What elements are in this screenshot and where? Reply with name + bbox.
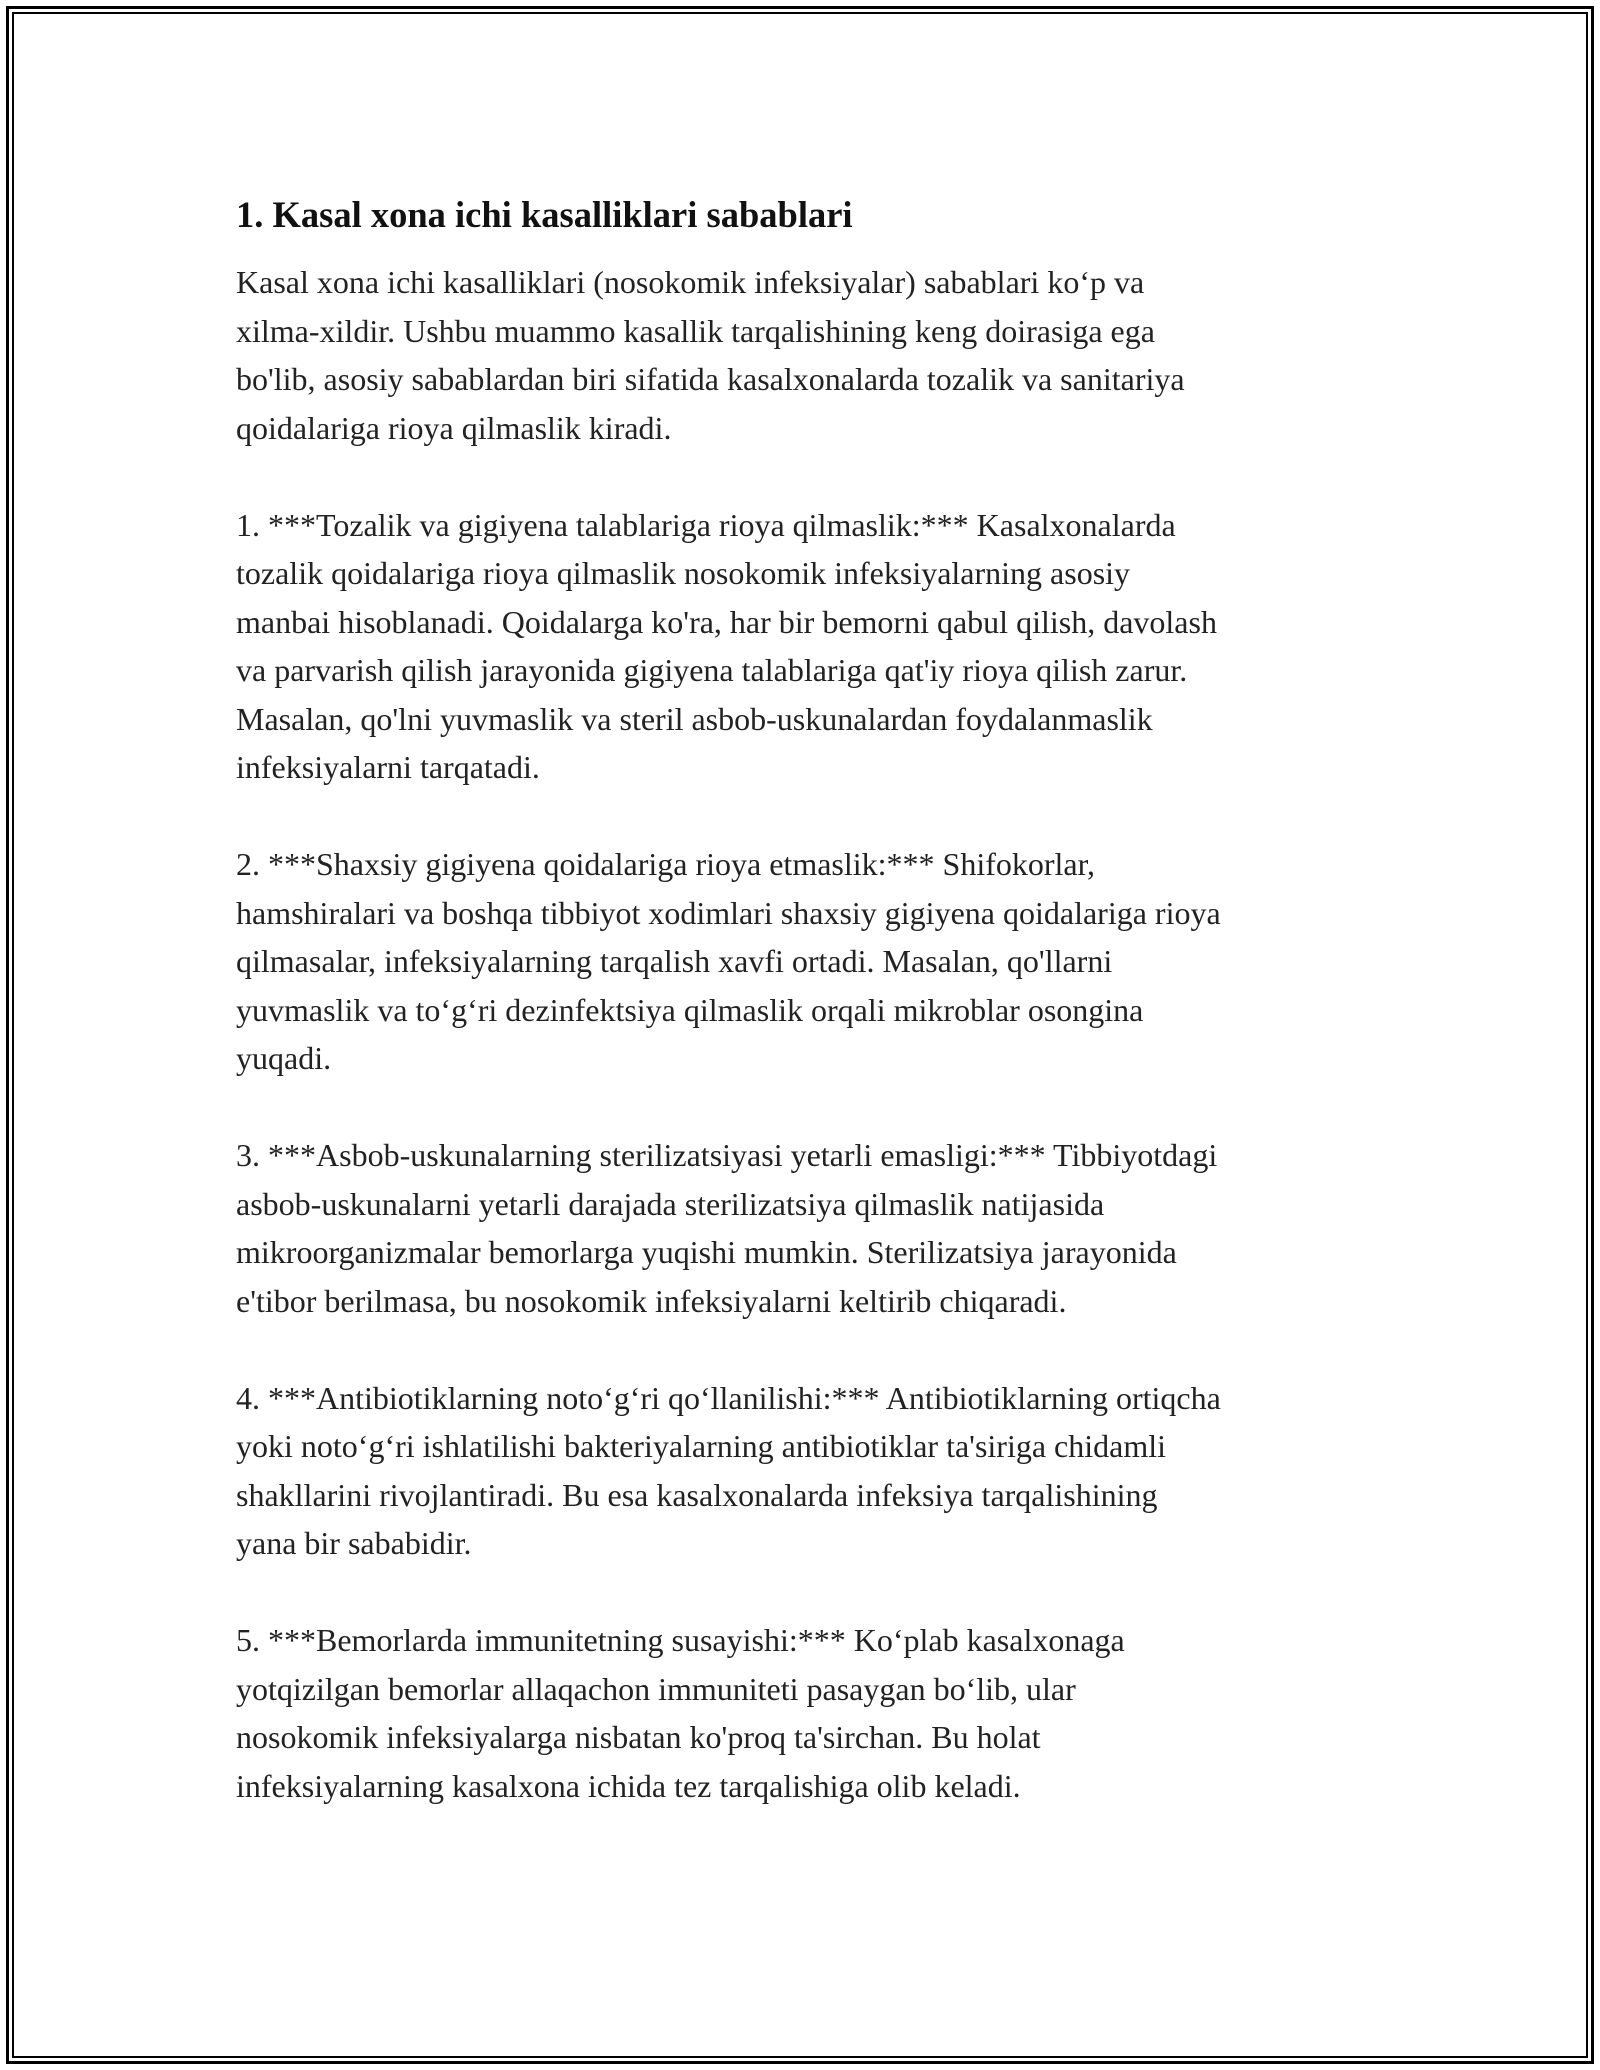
paragraph-line: bo'lib, asosiy sabablardan biri sifatida kasalxonalarda tozalik va sanitariya <box>236 361 1185 397</box>
paragraph-line: 1. ***Tozalik va gigiyena talablariga rioya qilmaslik:*** Kasalxonalarda <box>236 506 1176 543</box>
paragraph-line: yuvmaslik va to‘g‘ri dezinfektsiya qilmaslik orqali mikroblar osongina <box>236 991 1144 1028</box>
paragraph-line: infeksiyalarni tarqatadi. <box>236 749 540 785</box>
paragraph-line: xilma-xildir. Ushbu muammo kasallik tarqalishining keng doirasiga ega <box>236 312 1155 349</box>
numbered-paragraph-3 <box>236 1131 1386 1325</box>
paragraph-line: Masalan, qo'lni yuvmaslik va steril asbob-uskunalardan foydalanmaslik <box>236 700 1153 737</box>
paragraph-line: hamshiralari va boshqa tibbiyot xodimlari shaxsiy gigiyena qoidalariga rioya <box>236 894 1221 931</box>
paragraph-line: va parvarish qilish jarayonida gigiyena talablariga qat'iy rioya qilish zarur. <box>236 652 1188 688</box>
paragraph-line: yotqizilgan bemorlar allaqachon immuniteti pasaygan bo‘lib, ular <box>236 1670 1076 1707</box>
paragraph-line: tozalik qoidalariga rioya qilmaslik nosokomik infeksiyalarning asosiy <box>236 555 1131 591</box>
paragraph-line: qoidalariga rioya qilmaslik kiradi. <box>236 409 672 446</box>
paragraph-line: yuqadi. <box>236 1040 332 1076</box>
paragraph-line: 4. ***Antibiotiklarning noto‘g‘ri qo‘llanilishi:*** Antibiotiklarning ortiqcha <box>236 1379 1221 1416</box>
paragraph-line: asbob-uskunalarni yetarli darajada sterilizatsiya qilmaslik natijasida <box>236 1185 1105 1222</box>
numbered-paragraph-1 <box>236 501 1386 792</box>
section-heading: 1. Kasal xona ichi kasalliklari sabablari <box>236 194 853 235</box>
paragraph-line: yoki noto‘g‘ri ishlatilishi bakteriyalarning antibiotiklar ta'siriga chidamli <box>236 1428 1166 1464</box>
intro-paragraph <box>236 258 1386 452</box>
paragraph-line: Kasal xona ichi kasalliklari (nosokomik infeksiyalar) sabablari ko‘p va <box>236 264 1145 300</box>
paragraph-line: e'tibor berilmasa, bu nosokomik infeksiyalarni keltirib chiqaradi. <box>236 1282 1067 1319</box>
paragraph-line: 5. ***Bemorlarda immunitetning susayishi:*** Ko‘plab kasalxonaga <box>236 1622 1125 1658</box>
paragraph-line: 3. ***Asbob-uskunalarning sterilizatsiyasi yetarli emasligi:*** Tibbiyotdagi <box>236 1137 1218 1173</box>
paragraph-line: yana bir sababidir. <box>236 1525 472 1561</box>
paragraph-line: nosokomik infeksiyalarga nisbatan ko'proq ta'sirchan. Bu holat <box>236 1719 1041 1755</box>
paragraph-line: manbai hisoblanadi. Qoidalarga ko'ra, har bir bemorni qabul qilish, davolash <box>236 603 1217 640</box>
numbered-paragraph-4 <box>236 1374 1386 1568</box>
paragraph-line: 2. ***Shaxsiy gigiyena qoidalariga rioya etmaslik:*** Shifokorlar, <box>236 846 1095 882</box>
paragraph-line: infeksiyalarning kasalxona ichida tez tarqalishiga olib keladi. <box>236 1767 1021 1804</box>
paragraph-line: mikroorganizmalar bemorlarga yuqishi mumkin. Sterilizatsiya jarayonida <box>236 1234 1177 1270</box>
numbered-paragraph-2 <box>236 840 1386 1083</box>
paragraph-line: shakllarini rivojlantiradi. Bu esa kasalxonalarda infeksiya tarqalishining <box>236 1476 1158 1513</box>
paragraph-line: qilmasalar, infeksiyalarning tarqalish xavfi ortadi. Masalan, qo'llarni <box>236 943 1113 979</box>
numbered-paragraph-5 <box>236 1616 1386 1810</box>
paragraph-list <box>236 258 1386 1810</box>
document-body <box>236 183 1386 1810</box>
